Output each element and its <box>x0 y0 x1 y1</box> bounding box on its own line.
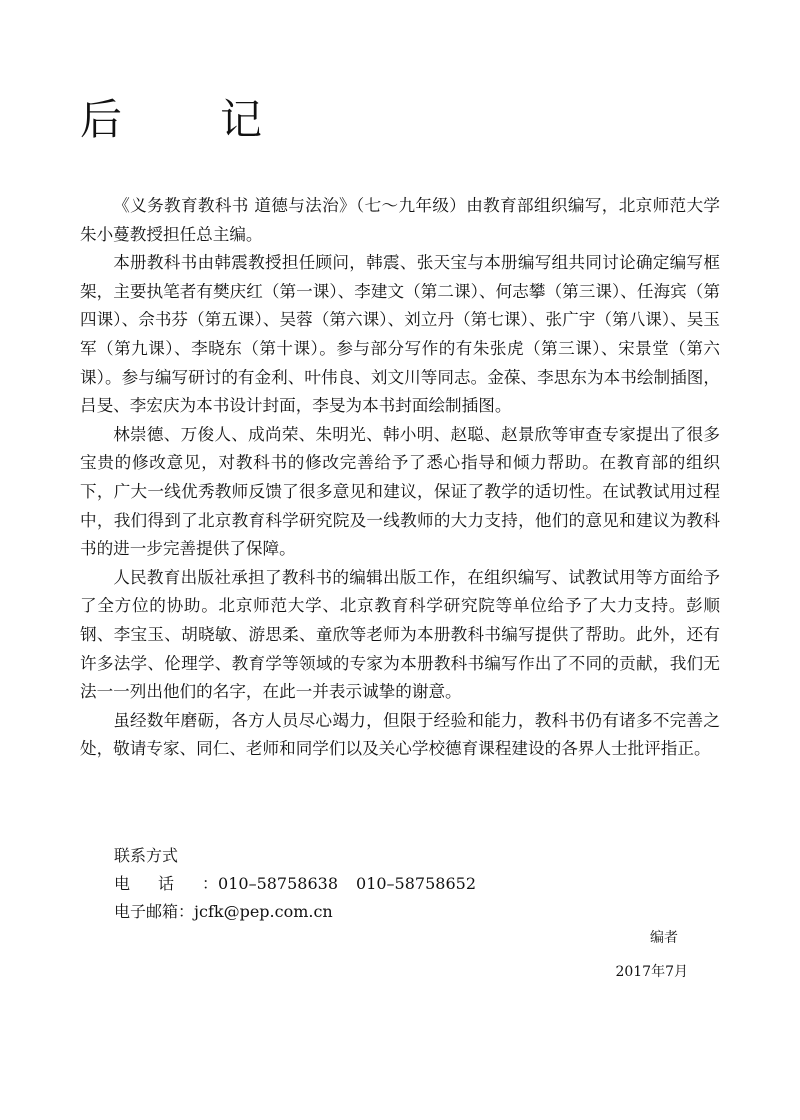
paragraph-4: 人民教育出版社承担了教科书的编辑出版工作，在组织编写、试教试用等方面给予了全方位的协助。北京师范大学、北京教育科学研究院等单位给予了大力支持。彭顺钢、李宝玉、胡晓敏、游思柔、童欣等老师为本册教科书编写提供了帮助。此外，还有许多法学、伦理学、教育学等领域的专家为本册教科书编写作出了不同的贡献，我们无法一一列出他们的名字，在此一并表示诚挚的谢意。 <box>80 567 720 702</box>
paragraph-2: 本册教科书由韩震教授担任顾问，韩震、张天宝与本册编写组共同讨论确定编写框架，主要执笔者有樊庆红（第一课）、李建文（第二课）、何志攀（第三课）、任海宾（第四课）、佘书芬（第五课）、吴蓉（第六课）、刘立丹（第七课）、张广宇（第八课）、吴玉军（第九课）、李晓东（第十课）。参与部分写作的有朱张虎（第三课）、宋景堂（第六课）。参与编写研讨的有金利、叶伟良、刘文川等同志。金葆、李思东为本书绘制插图，吕旻、李宏庆为本书设计封面，李旻为本书封面绘制插图。 <box>80 253 720 416</box>
contact-heading: 联系方式 <box>114 846 179 865</box>
contact-info <box>114 842 476 926</box>
phone-row <box>114 870 476 898</box>
phone-colon: ： <box>202 874 219 893</box>
phone-number-1: 010–58758638 <box>218 874 339 893</box>
paragraph-3: 林崇德、万俊人、成尚荣、朱明光、韩小明、赵聪、赵景欣等审查专家提出了很多宝贵的修改意见，对教科书的修改完善给予了悉心指导和倾力帮助。在教育部的组织下，广大一线优秀教师反馈了很多意见和建议，保证了教学的适切性。在试教试用过程中，我们得到了北京教育科学研究院及一线教师的大力支持，他们的意见和建议为教科书的进一步完善提供了保障。 <box>80 424 720 559</box>
phone-label: 电话 <box>114 874 203 893</box>
afterword-body <box>80 192 720 764</box>
phone-number-2: 010–58758652 <box>356 874 476 893</box>
email-address: jcfk@pep.com.cn <box>194 902 333 921</box>
signature-author: 编者 <box>650 930 678 946</box>
email-colon: ： <box>178 902 195 921</box>
email-row <box>114 898 476 926</box>
page-title: 后 记 <box>80 95 291 144</box>
paragraph-1: 《义务教育教科书 道德与法治》（七～九年级）由教育部组织编写，北京师范大学朱小蔓教授担任总主编。 <box>80 196 720 244</box>
signature-date: 2017年7月 <box>615 964 688 980</box>
paragraph-5: 虽经数年磨砺，各方人员尽心竭力，但限于经验和能力，教科书仍有诸多不完善之处，敬请专家、同仁、老师和同学们以及关心学校德育课程建设的各界人士批评指正。 <box>80 710 720 759</box>
email-label: 电子邮箱 <box>114 902 179 921</box>
